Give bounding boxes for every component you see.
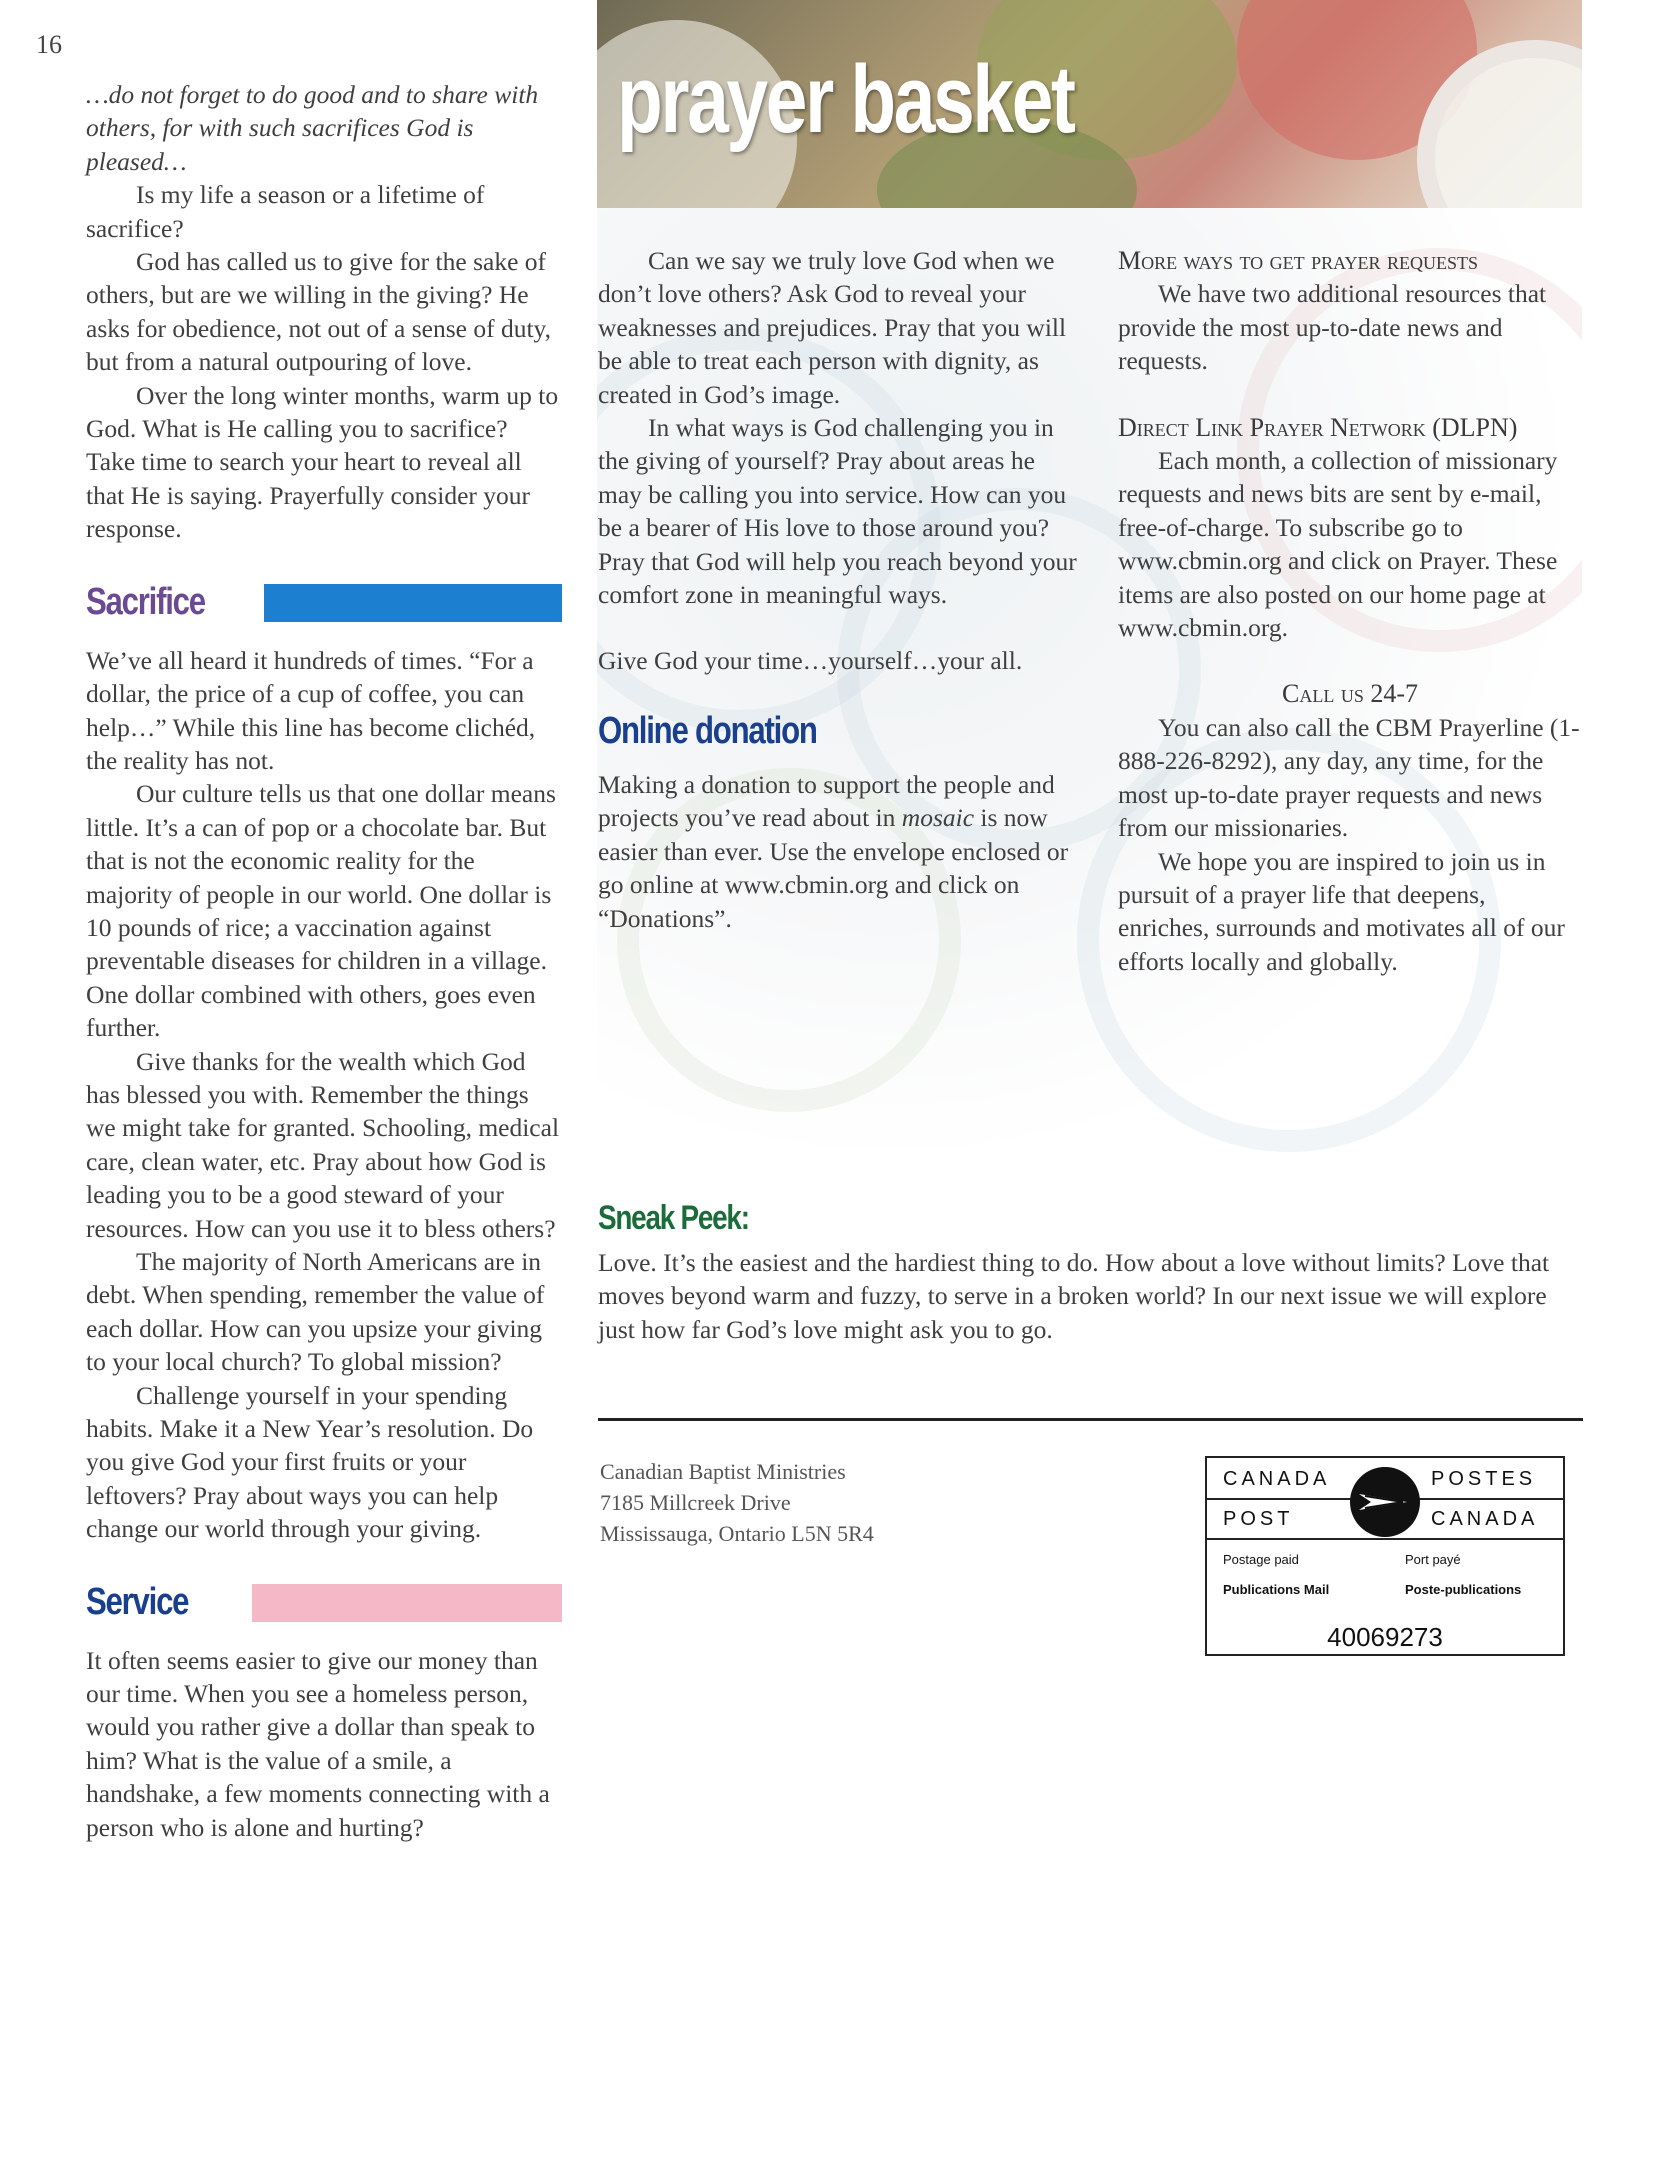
paragraph: The majority of North Americans are in debt. When spending, remember the value of each dollar. How can you upsize your giving to your local church? To global mission? [86,1247,545,1377]
paragraph: We’ve all heard it hundreds of times. “For a dollar, the price of a cup of coffee, you can help…” While this line has become clichéd, the reality has not. [86,645,536,775]
indicia-divider [1207,1538,1563,1540]
mosaic-title: mosaic [901,803,975,833]
address-line: Canadian Baptist Ministries [600,1459,846,1484]
right-column [1118,244,1582,978]
call-heading: Call us 24-7 [1282,679,1418,709]
postage-indicia [1205,1456,1565,1656]
paragraph: Our culture tells us that one dollar means little. It’s a can of pop or a chocolate bar. But that is not the economic reality for the majority of people in our world. One dollar is 10 pounds of rice; a vaccination against preventable diseases for children in a village. One dollar combined with others, goes even further. [86,779,556,1043]
paragraph: Give God your time…yourself…your all. [598,646,1023,676]
return-address [600,1456,874,1549]
paragraph: It often seems easier to give our money than our time. When you see a homeless person, would you rather give a dollar than speak to him? What is the value of a smile, a handshake, a few moments connecting with a person who is alone and hurting? [86,1645,550,1842]
paragraph: We have two additional resources that provide the most up-to-date news and requests. [1118,279,1547,376]
sneak-peek [598,1198,1588,1346]
online-donation-heading: Online donation [598,710,817,753]
divider [598,1418,1583,1421]
paragraph: You can also call the CBM Prayerline (1-888-226-8292), any day, any time, for the most up-to-date prayer requests and news from our missionaries. [1118,712,1580,843]
sacrifice-heading: Sacrifice [86,580,205,623]
canada-post-logo-icon [1349,1466,1421,1538]
online-donation-paragraph [598,768,1078,935]
page-number: 16 [36,30,62,59]
port-paye-label: Port payé [1405,1552,1461,1567]
service-heading-bar [252,1584,562,1622]
service-heading-row [86,1576,562,1630]
postage-paid-label: Postage paid [1223,1552,1299,1567]
canada-label: CANADA [1223,1468,1331,1490]
more-ways-heading: More ways to get prayer requests [1118,246,1479,275]
canada-fr-label: CANADA [1431,1508,1539,1530]
paragraph: Can we say we truly love God when we don’t love others? Ask God to reveal your weaknesses and prejudices. Pray that you will be able to treat each person with dignity, as created in God’s image. [598,246,1067,409]
middle-column [598,244,1078,935]
paragraph: Give thanks for the wealth which God has blessed you with. Remember the things we might take for granted. Schooling, medical care, clean water, etc. Pray about how God is leading you to be a good steward of your resources. How can you use it to bless others? [86,1046,560,1243]
online-donation-text: is now easier than ever. Use the envelope enclosed or go online at www.cbmin.org and click on “Donations”. [598,803,1069,933]
address-line: 7185 Millcreek Drive [600,1490,791,1515]
paragraph: Is my life a season or a lifetime of sacrifice? [86,180,485,243]
postes-label: POSTES [1431,1468,1537,1490]
left-column [86,78,562,1844]
paragraph: God has called us to give for the sake of others, but are we willing in the giving? He asks for obedience, not out of a sense of duty, but from a natural outpouring of love. [86,247,552,377]
paragraph: Each month, a collection of missionary requests and news bits are sent by e-mail, free-of-charge. To subscribe go to www.cbmin.org and click on Prayer. These items are also posted on our home page at www.cbmin.org. [1118,446,1558,643]
online-donation-heading-row [598,708,1078,756]
banner [597,0,1582,208]
post-label: POST [1223,1508,1294,1530]
sneak-peek-heading-row [598,1198,1588,1240]
epigraph: …do not forget to do good and to share with others, for with such sacrifices God is pleased… [86,80,539,176]
address-line: Mississauga, Ontario L5N 5R4 [600,1521,874,1546]
sacrifice-heading-bar [264,584,562,622]
dlpn-heading: Direct Link Prayer Network (DLPN) [1118,412,1518,442]
sneak-peek-heading: Sneak Peek: [598,1199,749,1238]
paragraph: We hope you are inspired to join us in pursuit of a prayer life that deepens, enriches, surrounds and motivates all of our efforts locally and globally. [1118,846,1565,976]
sneak-peek-text: Love. It’s the easiest and the hardiest thing to do. How about a love without limits? Love that moves beyond warm and fuzzy, to serve in a broken world? In our next issue we will explore just how far God’s love might ask you to go. [598,1248,1550,1344]
paragraph: Over the long winter months, warm up to God. What is He calling you to sacrifice? Take time to search your heart to reveal all that He is saying. Prayerfully consider your response. [86,380,559,544]
service-heading: Service [86,1580,189,1623]
publications-mail-label: Publications Mail [1223,1582,1330,1597]
online-donation-text: Making a donation to support the people and projects you’ve read about in [598,769,1055,833]
banner-title: prayer basket [617,46,1074,153]
publication-agreement-number: 40069273 [1327,1622,1443,1652]
paragraph: In what ways is God challenging you in the giving of yourself? Pray about areas he may be calling you into service. How can you be a bearer of His love to those around you? Pray that God will help you reach beyond your comfort zone in meaningful ways. [598,413,1077,610]
sacrifice-heading-row [86,576,562,630]
poste-publications-label: Poste-publications [1405,1582,1522,1597]
paragraph: Challenge yourself in your spending habits. Make it a New Year’s resolution. Do you give God your first fruits or your leftovers? Pray about ways you can help change our world through your giving. [86,1380,534,1544]
